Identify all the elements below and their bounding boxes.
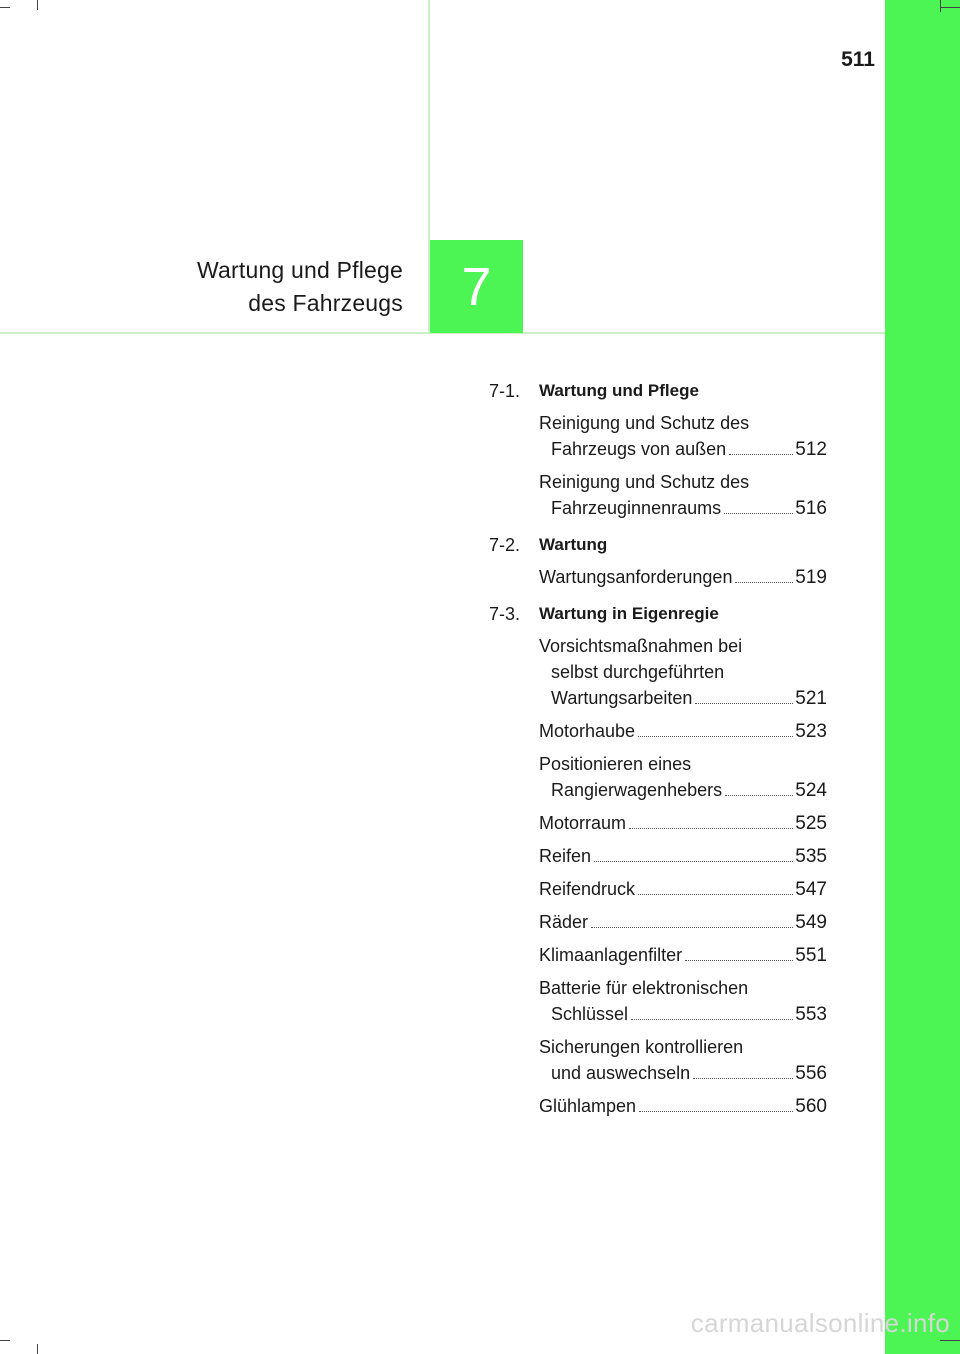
dot-leader (685, 960, 793, 961)
toc-entry[interactable] (539, 810, 827, 837)
toc-section-number: 7-2. (489, 534, 521, 555)
chapter-title-line1: Wartung und Pflege (196, 257, 403, 283)
toc-entry-text: Schlüssel (551, 1004, 629, 1024)
toc-entry-text: Batterie für elektronischen (539, 978, 749, 998)
dot-leader (735, 582, 793, 583)
toc-entry-line (539, 876, 827, 903)
dot-leader (695, 703, 793, 704)
toc-entry-text: Reinigung und Schutz des (539, 472, 750, 492)
toc-entry-text: Räder (539, 912, 589, 932)
toc-entry-line (539, 1001, 827, 1028)
crop-mark (37, 0, 38, 10)
chapter-number-box: 7 (430, 240, 523, 333)
toc-page-number: 549 (795, 912, 827, 933)
chapter-title-line2: des Fahrzeugs (248, 290, 403, 316)
toc-entry[interactable] (539, 1034, 827, 1087)
toc-entry-text: Fahrzeuginnenraums (551, 498, 722, 518)
toc-entry[interactable] (539, 633, 827, 712)
toc-entry[interactable] (539, 1093, 827, 1120)
toc-section-heading (489, 601, 827, 627)
toc-entry-text: Motorraum (539, 813, 627, 833)
watermark: carmanualsonline.info (690, 1308, 950, 1338)
toc-section-title: Wartung und Pflege (539, 381, 699, 400)
toc-entry[interactable] (539, 718, 827, 745)
toc-entry-text: Positionieren eines (539, 754, 692, 774)
green-side-band (885, 0, 960, 1354)
page-number: 511 (841, 48, 875, 71)
toc-page-number: 523 (795, 721, 827, 742)
toc-entry[interactable] (539, 942, 827, 969)
toc-entry-line (539, 909, 827, 936)
toc-section-heading (489, 532, 827, 558)
dot-leader (638, 736, 793, 737)
toc-entry-line (539, 1060, 827, 1087)
toc-entry[interactable] (539, 876, 827, 903)
toc-entry[interactable] (539, 975, 827, 1028)
toc-entry[interactable] (539, 410, 827, 463)
toc-entry-text: Reinigung und Schutz des (539, 413, 750, 433)
toc-page-number: 521 (795, 688, 827, 709)
toc-page-number: 547 (795, 879, 827, 900)
toc-page-number: 516 (795, 498, 827, 519)
toc-entry-text: Rangierwagenhebers (551, 780, 723, 800)
dot-leader (729, 454, 793, 455)
chapter-title (130, 254, 403, 320)
toc-entry-text: Sicherungen kontrollieren (539, 1037, 744, 1057)
toc-entry-text: und auswechseln (551, 1063, 691, 1083)
toc-entry-text: Vorsichtsmaßnahmen bei (539, 636, 743, 656)
toc-page-number: 512 (795, 439, 827, 460)
toc-entry-text: Motorhaube (539, 721, 636, 741)
toc-page-number: 519 (795, 567, 827, 588)
toc-section-heading (489, 378, 827, 404)
dot-leader (725, 795, 793, 796)
toc-page-number: 535 (795, 846, 827, 867)
dot-leader (693, 1078, 793, 1079)
toc-entry-line (539, 685, 827, 712)
crop-mark (940, 7, 960, 8)
toc-page-number: 560 (795, 1096, 827, 1117)
toc-entry[interactable] (539, 909, 827, 936)
toc-page-number: 524 (795, 780, 827, 801)
dot-leader (631, 1019, 793, 1020)
toc-entry-line (539, 810, 827, 837)
toc-entry-text: Reifen (539, 846, 592, 866)
toc-section-number: 7-1. (489, 380, 521, 401)
toc-entry[interactable] (539, 564, 827, 591)
crop-mark (37, 1344, 38, 1354)
toc-entry-text: Glühlampen (539, 1096, 637, 1116)
toc-entry-line (539, 436, 827, 463)
dot-leader (629, 828, 793, 829)
table-of-contents (489, 378, 827, 1120)
dot-leader (724, 513, 793, 514)
toc-entry[interactable] (539, 843, 827, 870)
crop-mark (0, 1340, 10, 1341)
crop-mark (940, 0, 941, 12)
dot-leader (594, 861, 793, 862)
dot-leader (591, 927, 793, 928)
toc-section-title: Wartung in Eigenregie (539, 604, 719, 623)
toc-section-title: Wartung (539, 535, 608, 554)
toc-entry-line (539, 777, 827, 804)
toc-entry-text: Wartungsarbeiten (551, 688, 693, 708)
toc-entry-line (539, 843, 827, 870)
toc-entry[interactable] (539, 469, 827, 522)
toc-section-number: 7-3. (489, 603, 521, 624)
crop-mark (0, 7, 10, 8)
toc-entry-text: Klimaanlagenfilter (539, 945, 683, 965)
dot-leader (639, 1111, 793, 1112)
toc-entry-line (539, 942, 827, 969)
toc-entry-text: Wartungsanforderungen (539, 567, 733, 587)
toc-page-number: 525 (795, 813, 827, 834)
toc-page-number: 556 (795, 1063, 827, 1084)
toc-entry-text: selbst durchgeführten (551, 662, 725, 682)
toc-entry-line (539, 564, 827, 591)
toc-entry-text: Fahrzeugs von außen (551, 439, 727, 459)
toc-page-number: 551 (795, 945, 827, 966)
dot-leader (638, 894, 793, 895)
toc-entry-line (539, 495, 827, 522)
toc-entry-line (539, 718, 827, 745)
crop-mark (940, 1340, 960, 1341)
toc-entry-line (539, 1093, 827, 1120)
toc-entry[interactable] (539, 751, 827, 804)
toc-page-number: 553 (795, 1004, 827, 1025)
toc-entry-text: Reifendruck (539, 879, 636, 899)
